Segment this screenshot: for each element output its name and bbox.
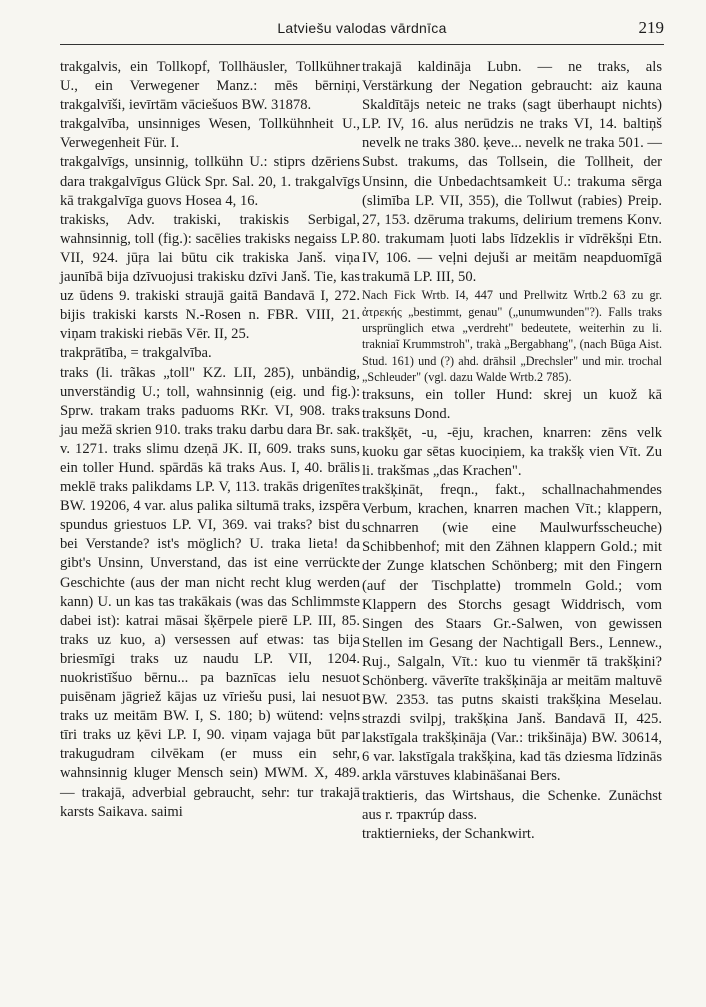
entry-trakgalviba: trakgalvība, unsinniges Wesen, Tollkühnheit U., Verwegenheit Für. I. bbox=[60, 116, 360, 152]
entry-traktiernieks: traktiernieks, der Schankwirt. bbox=[362, 825, 535, 842]
running-head: Latviešu valodas vārdnīca bbox=[277, 20, 447, 36]
entry-trakskinat: trakšķināt, freqn., fakt., schallnachahmendes Verbum, krachen, knarren machen Vīt.; klappern, schnarren (wie eine Maulwurfsscheuche) Schibbenhof; mit den Zähnen klappern Gold.; mit der Zunge klatschen Schönberg; mit den Fingern (auf der Tischplatte) trommeln Gold.; vom Klappern des Storchs gesagt Widdrisch, vom Singen des Staars Gr.-Salwen, von gewissen Stellen im Gesang der Nachtigall Bers., Lennew., Ruj., Salgaln, Vīt.: kuo tu vienmēr tā trakšķini? Schönberg. vāverīte trakšķināja ar meitām maltuvē BW. 2353. tas putns skaisti trakšķina Meselau. strazdi svilpj, trakšķina Janš. Bandavā II, 425. lakstīgala trakšķināja (Var.: trikšināja) BW. 30614, 6 var. lakstīgala trakšķina, kad tās dziesma līdzinās arkla vārstuves klabināšanai Bers. bbox=[362, 482, 662, 785]
left-column bbox=[60, 58, 360, 822]
entry-trakgalvigs: trakgalvīgs, unsinnig, tollkühn U.: stiprs dzēriens dara trakgalvīgus Glück Spr. Sal. 20, 1. trakgalvīgs kā trakgalvīga guovs Hosea 4, 16. bbox=[60, 154, 360, 209]
entry-trakgalvis: trakgalvis, ein Tollkopf, Tollhäusler, Tollkühner U., ein Verwegener Manz.: mēs bērniņi, trakgalvīši, ievīrtām vāciešuos BW. 31878. bbox=[60, 59, 360, 114]
right-column bbox=[362, 58, 662, 844]
page-header bbox=[60, 18, 664, 45]
entry-traks-continued: trakajā kaldināja Lubn. — ne traks, als Verstärkung der Negation gebraucht: aiz kauna Skaldītājs neteic ne traks (sagt überhaupt nichts) LP. IV, 16. alus nerūdzis ne traks VI, 14. baltiņš nevelk ne traks 380. ķeve... nevelk ne traka 501. — Subst. trakums, das Tollsein, die Tollheit, der Unsinn, die Unbedachtsamkeit U.: trakuma sērga (slimība LP. VII, 355), die Tollwut (rabies) Preip. 27, 153. dzēruma trakums, delirium tremens Konv. 80. trakumam ļuoti labs līdzeklis ir vīdrēkšņi Etn. IV, 106. — veļni dejuši ar meitām neapduomīgā trakumā LP. III, 50. bbox=[362, 59, 662, 286]
entry-traks: traks (li. trãkas „toll" KZ. LII, 285), unbändig, unverständig U.; toll, wahnsinnig (eig. und fig.): Sprw. trakam traks paduoms RKr. VI, 908. traks jau mežā skrien 910. traks traku darbu dara Br. sak. v. 1271. traks slimu dzeņā JK. II, 609. traks suns, ein toller Hund. spārdās kā traks Aus. I, 40. brālis meklē traks palikdams LP. V, 113. trakās drigenītes BW. 19206, 4 var. alus palika siltumā traks, izspēra spundus griestuos LP. VI, 369. vai traks? bist du bei Verstande? ist's möglich? U. traka lieta! da gibt's Unsinn, Unverstand, das ist eine verrückte Geschichte (aus der man nicht recht klug werden kann) U. un kas tas trakākais (was das Schlimmste dabei ist): katrai māsai šķērpele pierē LP. III, 85. traks uz kuo, a) versessen auf etwas: tas bija briesmīgi traks uz naudu LP. VII, 1204. nuokristīšuo bērnu... pa baznīcas ielu nesuot puisēnam jāgriež kājas uz vīriešu pusi, lai nesuot traks uz meitām BW. I, S. 180; b) wütend: veļns tīri traks uz ķēvi LP. I, 90. viņam vajaga būt par trakugudram cilvēkam (er muss ein sehr, wahnsinnig kluger Mensch sein) MWM. X, 489. — trakajā, adverbial gebraucht, sehr: tur trakajā karsts Saikava. saimi bbox=[60, 364, 360, 820]
entry-trakskekt: trakšķēt, -u, -ēju, krachen, knarren: zēns velk kuoku gar sētas kuociņiem, ka trakšķ vien Vīt. Zu li. trakšmas „das Krachen". bbox=[362, 424, 662, 479]
entry-trakisks: trakisks, Adv. trakiski, trakiskis Serbigal, wahnsinnig, toll (fig.): sacēlies trakisks negaiss LP. VII, 924. jūŗa lai būtu cik trakiska Janš. viņa jaunībā bija dzīvuojusi trakisku dzīvi Janš. Tie, kas uz ūdens 9. trakiski straujā gaitā Bandavā I, 272. bijis trakiski karsts N.-Rosen n. FBR. VIII, 21. viņam trakiski riebās Vēr. II, 25. bbox=[60, 211, 360, 343]
entry-trakpratiba: trakprātība, = trakgalvība. bbox=[60, 345, 212, 362]
entry-traksuns: traksuns, ein toller Hund: skrej un kuož kā traksuns Dond. bbox=[362, 386, 662, 422]
etymology-note: Nach Fick Wrtb. I4, 447 und Prellwitz Wrtb.2 63 zu gr. ἀτρεκής „bestimmt, genau" („unumwunden"?). Falls traks ursprünglich etwa „verdreht" bedeutete, weiterhin zu li. trakniaĩ Krummstroh", trakà „Bergabhang", (nach Būga Aist. Stud. 161) und (?) ahd. drāhsil „Drechsler" und mir. trochal „Schleuder" (vgl. dazu Walde Wrtb.2 785). bbox=[362, 288, 662, 385]
page-number: 219 bbox=[638, 18, 664, 37]
entry-traktieris: traktieris, das Wirtshaus, die Schenke. Zunächst aus r. трактúр dass. bbox=[362, 787, 662, 823]
